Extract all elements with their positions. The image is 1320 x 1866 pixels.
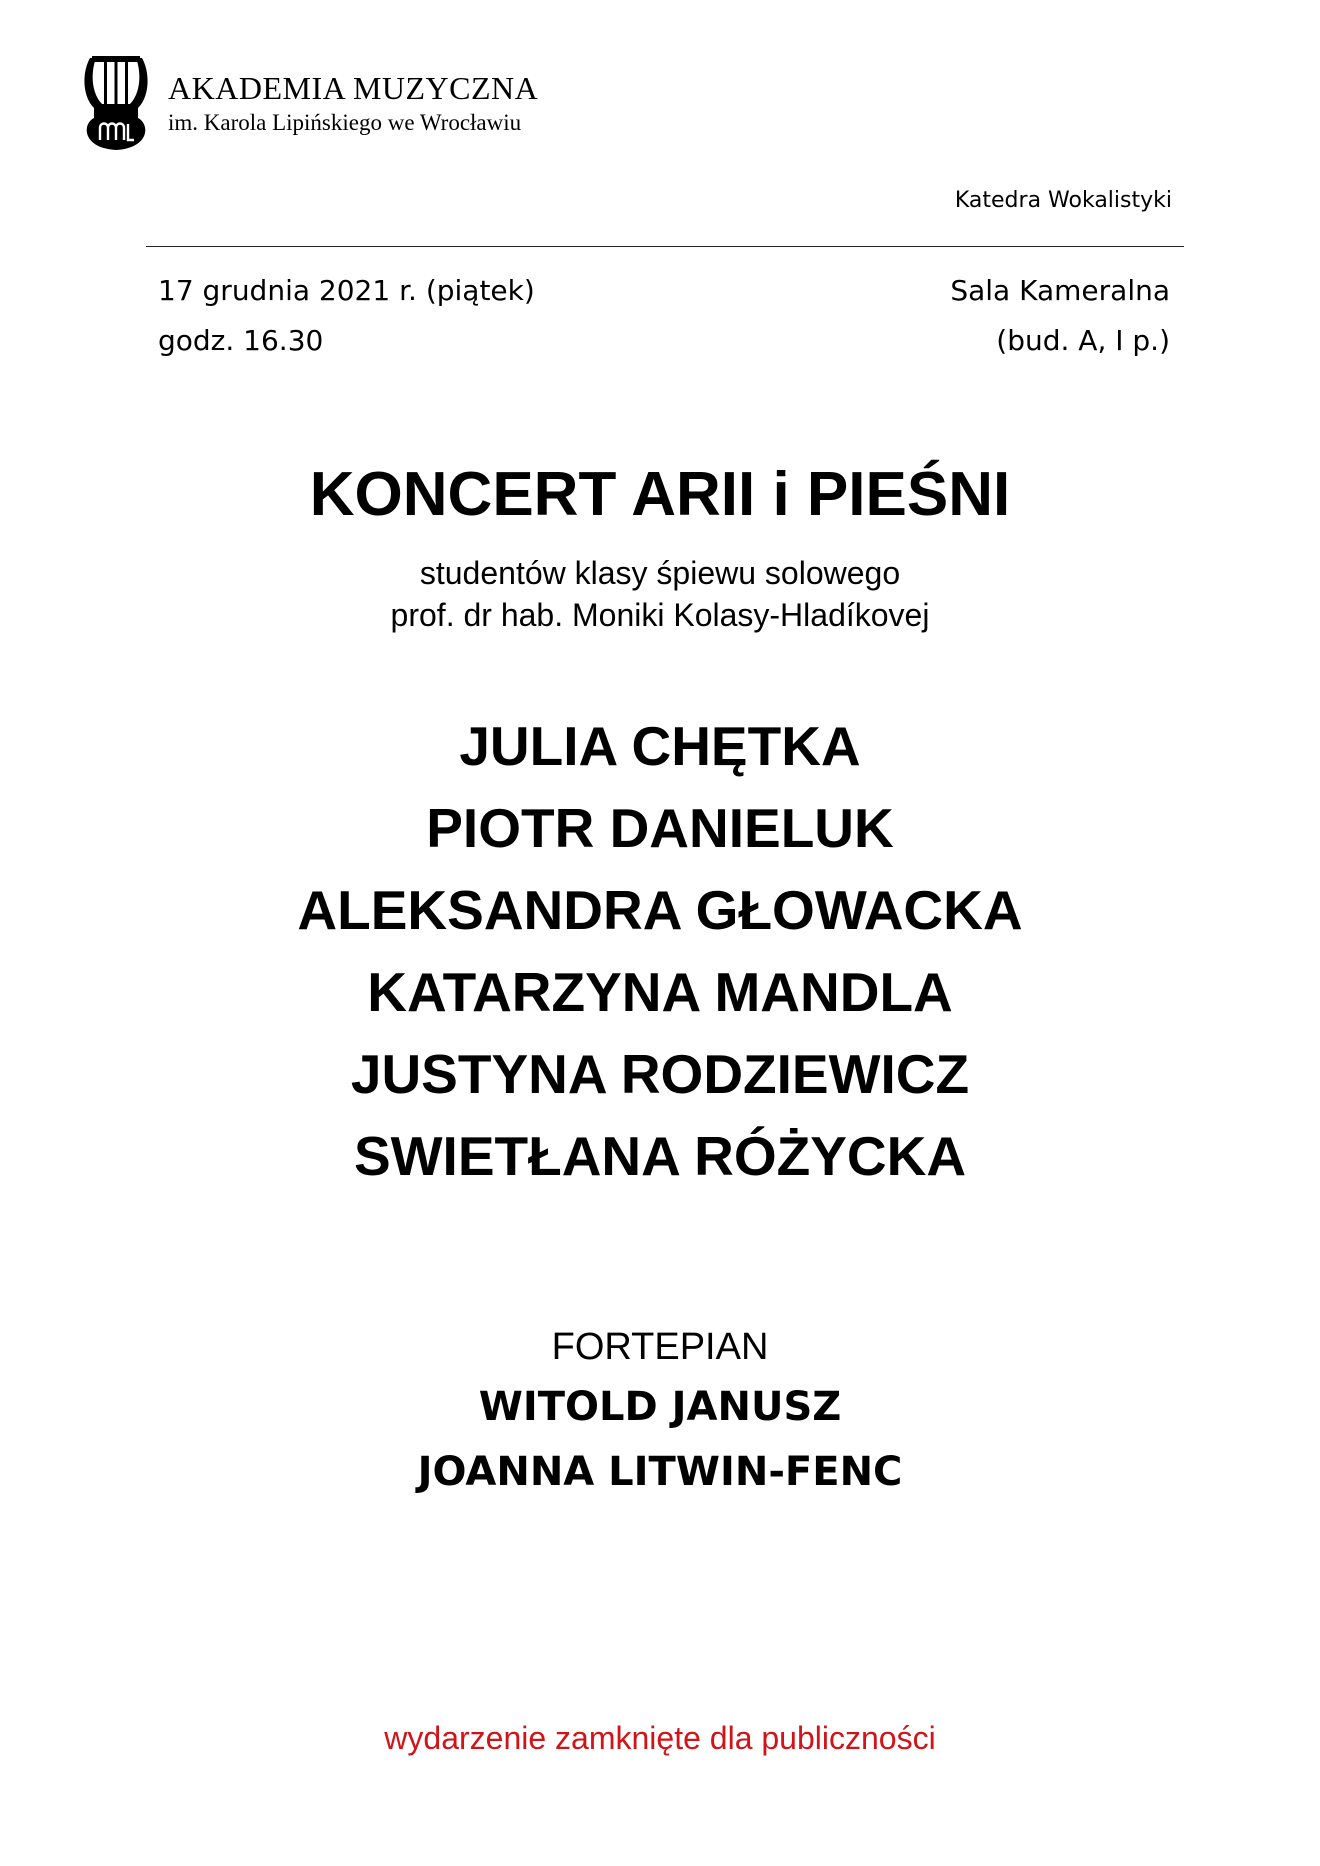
department-name: Katedra Wokalistyki (954, 188, 1172, 213)
piano-label: FORTEPIAN (551, 1326, 769, 1368)
subtitle-line-1: studentów klasy śpiewu solowego (419, 555, 901, 591)
concert-title: KONCERT ARII i PIEŚNI (309, 460, 1011, 529)
performer-name: KATARZYNA MANDLA (367, 961, 953, 1023)
performer-name: ALEKSANDRA GŁOWACKA (297, 879, 1023, 941)
subtitle-line-2: prof. dr hab. Moniki Kolasy-Hladíkovej (390, 597, 930, 633)
event-venue-detail: (bud. A, I p.) (996, 324, 1170, 357)
institution-subtitle: im. Karola Lipińskiego we Wrocławiu (168, 110, 522, 135)
pianist-name: JOANNA LITWIN-FENC (417, 1449, 903, 1495)
performer-name: SWIETŁANA RÓŻYCKA (353, 1125, 967, 1187)
event-datetime (158, 266, 535, 366)
pianists-list (0, 1375, 1320, 1505)
header-divider (146, 246, 1184, 247)
performer-name: PIOTR DANIELUK (426, 797, 894, 859)
concert-subtitle (0, 552, 1320, 636)
performer-name: JULIA CHĘTKA (459, 715, 861, 777)
event-venue: Sala Kameralna (950, 274, 1170, 307)
event-time: godz. 16.30 (158, 324, 324, 357)
lyre-logo-icon (80, 52, 152, 152)
performers-list (0, 705, 1320, 1197)
event-location (950, 266, 1170, 366)
performer-name: JUSTYNA RODZIEWICZ (350, 1043, 970, 1105)
event-date: 17 grudnia 2021 r. (piątek) (158, 274, 535, 307)
closed-event-notice: wydarzenie zamknięte dla publiczności (384, 1720, 936, 1756)
pianist-name: WITOLD JANUSZ (478, 1384, 842, 1430)
institution-name: AKADEMIA MUZYCZNA (168, 70, 539, 106)
